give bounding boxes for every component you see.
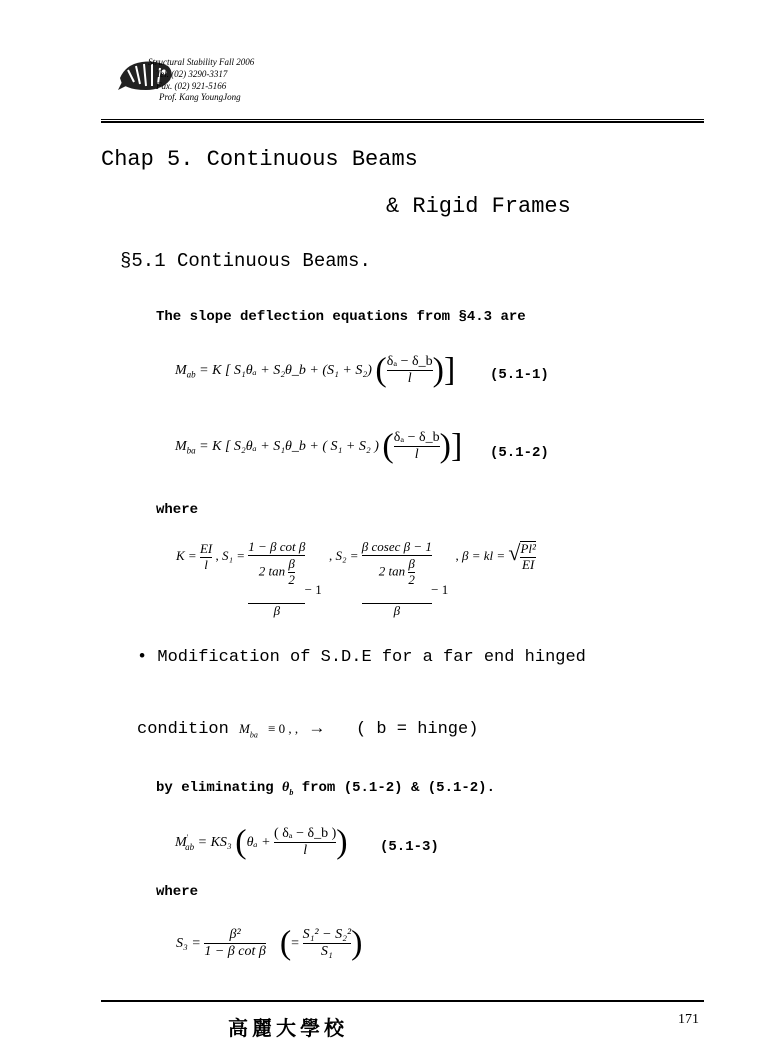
eq1-lhs: M <box>175 362 187 378</box>
def-s1-den-tan: 2 tan <box>258 563 286 579</box>
eq3-inner: θₐ + <box>246 834 271 850</box>
eq3-lhs: M <box>175 834 187 850</box>
where-label-2: where <box>156 884 199 900</box>
eq3-lhs-sup: ' <box>186 833 189 843</box>
condition-math-rest: ≡ 0 , , <box>268 721 299 736</box>
eq2-den: l <box>394 446 440 463</box>
section-heading: §5.1 Continuous Beams. <box>120 250 371 272</box>
condition-note: ( b = hinge) <box>355 720 479 739</box>
eq3-den: l <box>274 842 336 859</box>
definitions: K = $\frac{EI}{l}$ , S₁ = 1 − β cot β 2 tan $\frac{\beta}{2}$ β − 1 , S₂ = β cosec β − 1 2 tan $\frac{\beta}{2}$ β − 1 , β = kl = √ $\frac{\text{Pl²}}{EI}$ <box>176 539 536 618</box>
s3-eq: = <box>291 935 300 951</box>
condition-label: condition <box>137 720 229 739</box>
s3-lhs: S₃ = <box>176 935 201 951</box>
header-prof: Prof. Kang YoungJong <box>159 92 241 102</box>
header-course: Structural Stability Fall 2006 <box>148 57 255 67</box>
def-s1-minus-one: − 1 <box>304 582 322 597</box>
header-rule-thick <box>101 121 704 123</box>
def-s1-num: 1 − β cot β <box>248 539 306 554</box>
eq1-den: l <box>387 370 433 387</box>
intro-text: The slope deflection equations from §4.3 are <box>156 309 526 325</box>
def-s1-den-beta: β <box>288 555 295 571</box>
eliminating-suffix: from (5.1-2) <box>301 780 403 796</box>
def-beta-rad-num: Pl² <box>520 541 536 557</box>
def-s2-den-bottom: β <box>362 603 432 619</box>
eq3-label: (5.1-3) <box>380 839 439 855</box>
def-comma-3: , <box>455 548 459 563</box>
def-k-num: EI <box>199 540 213 556</box>
eliminating-amp: & <box>410 780 420 796</box>
def-beta: β = kl = <box>461 548 506 563</box>
eq1-label: (5.1-1) <box>490 367 549 383</box>
def-s2-minus-one: − 1 <box>431 582 449 597</box>
equation-5-1-2: $M_{ba} = K$ [ S₂θₐ + S₁θ_b + ( S₁ + S₂ ) ( $\frac{\text{δₐ − δ\_b}}{l}$ )] <box>175 427 463 465</box>
arrow-right-icon: → <box>308 718 326 737</box>
def-comma-2: , <box>328 548 333 563</box>
eq2-lhs-sub: ba <box>186 445 196 456</box>
eq1-body: = K [ S₁θₐ + S₂θ_b + (S₁ + S₂) <box>199 362 372 378</box>
eq2-lhs: M <box>175 438 187 454</box>
def-k-den: l <box>200 557 212 573</box>
eliminating-symbol-sub: b <box>289 787 294 797</box>
bullet-line <box>137 648 586 667</box>
chapter-title-line1: Chap 5. Continuous Beams <box>101 147 418 172</box>
def-s1-den-bottom: β <box>248 603 305 619</box>
eq3-num: ( δₐ − δ_b ) <box>274 826 337 841</box>
def-beta-rad-den: EI <box>522 557 535 573</box>
eq2-label: (5.1-2) <box>490 445 549 461</box>
s3-num2: S₁² − S₂² <box>302 927 352 942</box>
eq3-lhs-sub: ab <box>185 841 195 852</box>
condition-math-sub: ba <box>249 730 258 740</box>
def-comma-1: , <box>215 548 219 563</box>
def-s1-den-two: 2 <box>288 571 295 587</box>
s3-num: β² <box>229 927 241 942</box>
footer-institution: 高麗大學校 <box>228 1018 348 1040</box>
equation-5-1-3: $M'_{ab} = KS_3$ (θₐ + $\frac{\text{( δₐ − δ\_b )}}{l}$ ) <box>175 823 348 861</box>
eliminating-suffix2: (5.1-2). <box>427 780 495 796</box>
equation-5-1-1: $M_{ab} = K$ [ S₁θₐ + S₂θ_b + (S₁ + S₂) ( $\frac{\text{δₐ − δ\_b}}{l}$ )] <box>175 351 456 389</box>
def-s2-num: β cosec β − 1 <box>361 539 432 554</box>
eq3-body: = KS₃ <box>197 834 232 850</box>
def-s1: S₁ = <box>221 548 246 563</box>
eliminating-line <box>156 780 495 797</box>
def-s2: S₂ = <box>335 548 359 563</box>
condition-line <box>137 718 478 739</box>
def-s2-den-beta: β <box>408 555 415 571</box>
eliminating-symbol: θ <box>282 780 290 795</box>
header-rule <box>101 119 704 120</box>
header-fax: Fax. (02) 921-5166 <box>156 81 227 91</box>
eq2-num: δₐ − δ_b <box>393 430 440 445</box>
eq1-lhs-sub: ab <box>186 369 196 380</box>
equation-s3: S₃ = $\frac{\text{β²}}{\text{1 − β cot β}}$ (= $\frac{\text{S₁² − S₂²}}{\text{S₁}}$ ) <box>176 924 363 962</box>
footer-rule <box>101 1000 704 1002</box>
where-label-1: where <box>156 502 199 518</box>
def-s2-den-two: 2 <box>408 571 415 587</box>
condition-math: M <box>239 721 250 736</box>
def-s2-den-tan: 2 tan <box>378 563 406 579</box>
bullet-text: Modification of S.D.E for a far end hinged <box>157 648 586 667</box>
header-tel: Tel. (02) 3290-3317 <box>156 69 228 79</box>
bullet-icon: • <box>137 648 148 667</box>
eq2-body: = K [ S₂θₐ + S₁θ_b + ( S₁ + S₂ ) <box>199 438 379 454</box>
def-k: K = <box>176 548 197 563</box>
chapter-title-line2: & Rigid Frames <box>386 194 571 219</box>
eliminating-prefix: by eliminating <box>156 780 274 796</box>
eq1-num: δₐ − δ_b <box>386 354 433 369</box>
s3-den2: S₁ <box>303 943 352 960</box>
footer-page-number: 171 <box>678 1012 699 1027</box>
s3-den: 1 − β cot β <box>204 944 266 960</box>
